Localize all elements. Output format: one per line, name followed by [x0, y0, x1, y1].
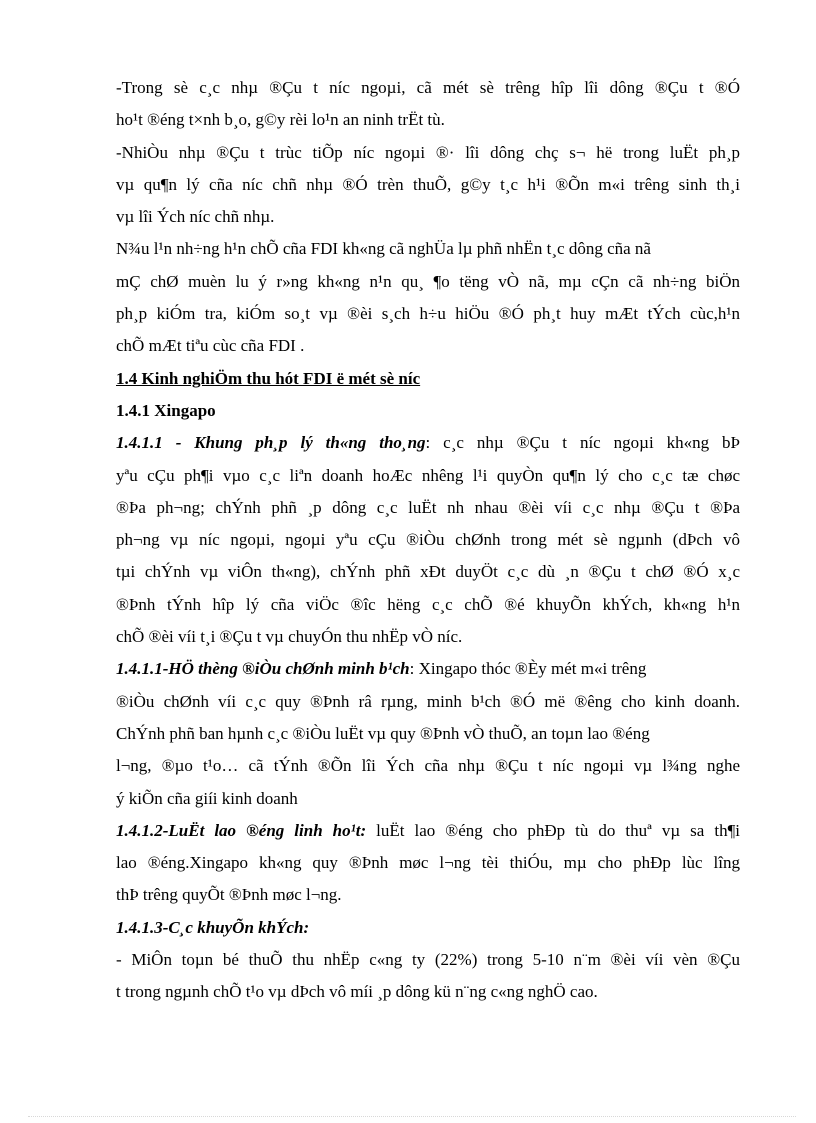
text-line: vµ lîi Ých níc chñ nhµ.: [116, 207, 275, 227]
text-line: -Trong sè c¸c nhµ ®Çu t níc ngoµi, cã mét sè trêng hîp lîi dông ®Çu t ®Ó: [116, 78, 740, 97]
text-line: chÕ ®èi víi t¸i ®Çu t vµ chuyÓn thu nhËp vÒ níc.: [116, 627, 463, 647]
text-line: yªu cÇu ph¶i vµo c¸c liªn doanh hoÆc nhêng l¹i quyÒn qu¶n lý cho c¸c tæ chøc: [116, 465, 740, 485]
text-line: - MiÔn toµn bé thuÕ thu nhËp c«ng ty (22%) trong 5-10 n¨m ®èi víi vèn ®Çu: [116, 950, 740, 970]
text-line: ®iÒu chØnh víi c¸c quy ®Þnh râ rµng, minh b¹ch ®Ó më ®êng cho kinh doanh.: [116, 691, 740, 711]
text-line: [116, 427, 740, 459]
text-line: ý kiÕn cña giíi kinh doanh: [116, 788, 298, 808]
text-line: ph¸p kiÓm tra, kiÓm so¸t vµ ®èi s¸ch h÷u hiÖu ®Ó ph¸t huy mÆt tÝch cùc,h¹n: [116, 304, 740, 324]
clause-number: 1.4.1.1: [116, 433, 163, 453]
text-line: thÞ trêng quyÕt ®Þnh møc l¬ng.: [116, 885, 342, 905]
document-body: [116, 72, 740, 1009]
text-line: ph¬ng vµ níc ngoµi, ngoµi yªu cÇu ®iÒu chØnh trong mét sè ngµnh (dÞch vô: [116, 530, 740, 550]
clause-title: - Khung ph¸p lý th«ng tho¸ng: [175, 433, 426, 453]
clause-text: luËt lao ®éng cho phÐp tù do thuª vµ sa th¶i: [366, 820, 740, 840]
subsection-heading: 1.4.1 Xingapo: [116, 400, 216, 420]
text-line: [116, 653, 740, 685]
section-heading: [116, 363, 740, 395]
text-line: vµ qu¶n lý cña níc chñ nhµ ®Ó trèn thuÕ, g©y t¸c h¹i ®Õn m«i trêng sinh th¸i: [116, 174, 740, 194]
text-line: t trong ngµnh chÕ t¹o vµ dÞch vô míi ¸p dông kü n¨ng c«ng nghÖ cao.: [116, 982, 598, 1002]
clause-title: 1.4.1.2-LuËt lao ®éng linh ho¹t:: [116, 820, 367, 840]
text-line: mÇ chØ muèn lu ý r»ng kh«ng n¹n qu¸ ¶o tëng vÒ nã, mµ cÇn cã nh÷ng biÖn: [116, 271, 740, 291]
text-line: l¬ng, ®µo t¹o… cã tÝnh ®Õn lîi Ých cña nhµ ®Çu t níc ngoµi vµ l¾ng nghe: [116, 756, 740, 776]
clause-heading: 1.4.1.3-C¸c khuyÕn khÝch:: [116, 917, 310, 937]
text-line: chÕ mÆt tiªu cùc cña FDI .: [116, 336, 305, 356]
clause-title: 1.4.1.1-HÖ thèng ®iÒu chØnh minh b¹ch: [116, 659, 410, 679]
text-line: ®Þa ph¬ng; chÝnh phñ ¸p dông c¸c luËt nh nhau ®èi víi c¸c nhµ ®Çu t ®Þa: [116, 497, 740, 517]
page-bottom-rule: [28, 1116, 796, 1117]
text-line: [116, 815, 740, 847]
clause-text: : Xingapo thóc ®Èy mét m«i trêng: [409, 659, 647, 679]
text-line: ®Þnh tÝnh hîp lý cña viÖc ®îc hëng c¸c chÕ ®é khuyÕn khÝch, kh«ng h¹n: [116, 594, 740, 614]
text-line: tµi chÝnh vµ viÔn th«ng), chÝnh phñ xÐt duyÖt c¸c dù ¸n ®Çu t chØ ®Ó x¸c: [116, 562, 740, 582]
text-line: ho¹t ®éng t×nh b¸o, g©y rèi lo¹n an ninh trËt tù.: [116, 110, 445, 130]
clause-text: : c¸c nhµ ®Çu t níc ngoµi kh«ng bÞ: [425, 433, 740, 453]
text-line: -NhiÒu nhµ ®Çu t trùc tiÕp níc ngoµi ®· lîi dông chç s¬ hë trong luËt ph¸p: [116, 142, 740, 162]
text-line: N¾u l¹n nh÷ng h¹n chÕ cña FDI kh«ng cã nghÜa lµ phñ nhËn t¸c dông cña nã: [116, 239, 651, 259]
text-line: ChÝnh phñ ban hµnh c¸c ®iÒu luËt vµ quy ®Þnh vÒ thuÕ, an toµn lao ®éng: [116, 723, 650, 743]
text-line: lao ®éng.Xingapo kh«ng quy ®Þnh møc l¬ng tèi thiÓu, mµ cho phÐp lùc lîng: [116, 853, 740, 873]
section-heading-text: 1.4 Kinh nghiÖm thu hót FDI ë mét sè níc: [116, 368, 421, 388]
